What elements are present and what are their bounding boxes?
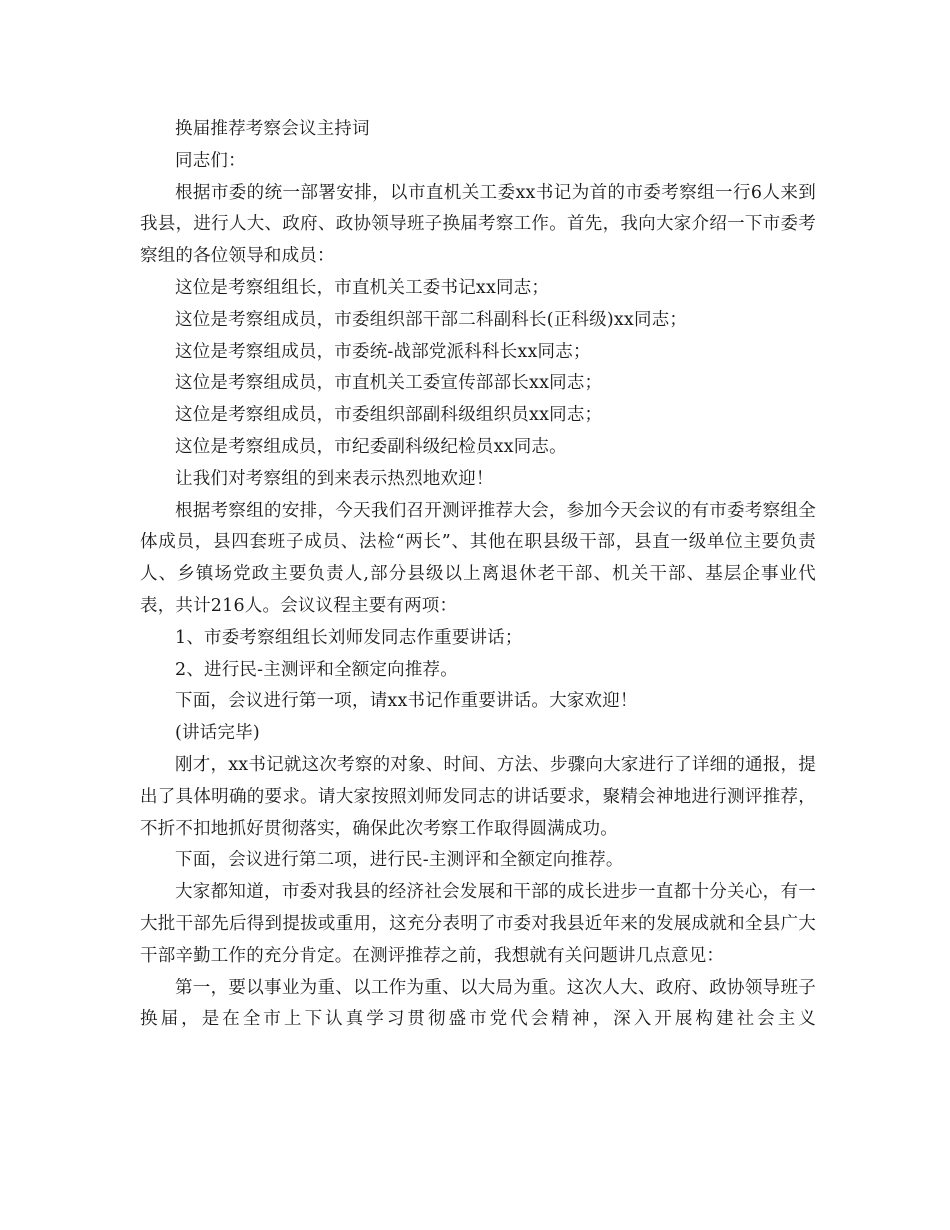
- paragraph-arrangement: 根据考察组的安排，今天我们召开测评推荐大会，参加今天会议的有市委考察组全体成员，县四套班子成员、法检“两长”、其他在职县级干部，县直一级单位主要负责人、乡镇场党政主要负责人,部分县级以上离退休老干部、机关干部、基层企事业代表，共计216人。会议议程主要有两项：: [140, 500, 816, 616]
- paragraph-member-1: 这位是考察组组长，市直机关工委书记xx同志；: [175, 277, 550, 298]
- agenda-item-1: 1、市委考察组组长刘师发同志作重要讲话；: [175, 627, 523, 648]
- document-title: 换届推荐考察会议主持词: [175, 119, 370, 139]
- paragraph-member-5: 这位是考察组成员，市委组织部副科级组织员xx同志；: [175, 405, 603, 426]
- paragraph-summary: 刚才，xx书记就这次考察的对象、时间、方法、步骤向大家进行了详细的通报，提出了具体明确的要求。请大家按照刘师发同志的讲话要求，聚精会神地进行测评推荐，不折不扣地抓好贯彻落实，确保此次考察工作取得圆满成功。: [140, 754, 816, 839]
- paragraph-point-1: 第一，要以事业为重、以工作为重、以大局为重。这次人大、政府、政协领导班子换届，是在全市上下认真学习贯彻盛市党代会精神，深入开展构建社会主义: [140, 977, 816, 1030]
- paragraph-second-item: 下面，会议进行第二项，进行民-主测评和全额定向推荐。: [175, 850, 624, 871]
- paragraph-member-3: 这位是考察组成员，市委统-战部党派科科长xx同志；: [175, 341, 591, 362]
- paragraph-greeting: 同志们：: [175, 150, 246, 171]
- agenda-item-2: 2、进行民-主测评和全额定向推荐。: [175, 659, 458, 680]
- paragraph-member-4: 这位是考察组成员，市直机关工委宣传部部长xx同志；: [175, 373, 603, 394]
- paragraph-member-2: 这位是考察组成员，市委组织部干部二科副科长(正科级)xx同志；: [175, 309, 688, 330]
- paragraph-intro: 根据市委的统一部署安排，以市直机关工委xx书记为首的市委考察组一行6人来到我县，进行人大、政府、政协领导班子换届考察工作。首先，我向大家介绍一下市委考察组的各位领导和成员：: [140, 182, 816, 267]
- paragraph-context: 大家都知道，市委对我县的经济社会发展和干部的成长进步一直都十分关心，有一大批干部先后得到提拔或重用，这充分表明了市委对我县近年来的发展成就和全县广大干部辛勤工作的充分肯定。在测评推荐之前，我想就有关问题讲几点意见：: [140, 882, 816, 966]
- paragraph-speech-end: (讲话完毕): [175, 723, 260, 744]
- paragraph-first-item: 下面，会议进行第一项，请xx书记作重要讲话。大家欢迎！: [175, 691, 638, 712]
- paragraph-welcome: 让我们对考察组的到来表示热烈地欢迎！: [175, 468, 494, 489]
- paragraph-member-6: 这位是考察组成员，市纪委副科级纪检员xx同志。: [175, 436, 567, 457]
- document-body: [140, 114, 816, 1036]
